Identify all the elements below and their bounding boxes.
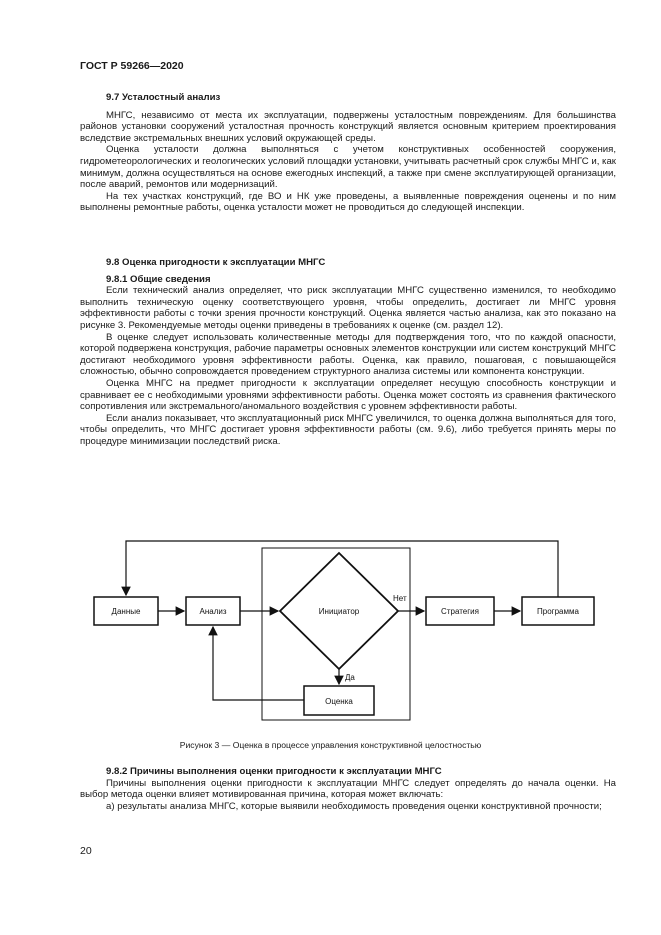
analysis-label: Анализ — [199, 607, 227, 616]
subsection-heading: 9.8.2 Причины выполнения оценки пригодности к эксплуатации МНГС — [106, 766, 442, 777]
document-header: ГОСТ Р 59266—2020 — [80, 60, 184, 72]
data-label: Данные — [111, 607, 141, 616]
paragraph: Оценка МНГС на предмет пригодности к эксплуатации определяет несущую способность конструкции и сравнивает ее с необходимыми уровнями эффективности работы. Оценка может состоять из сравнения фактического сопротивления или экстремального/аномального воздействия с уровнем эффективности работы. — [80, 377, 616, 413]
figure-caption: Рисунок 3 — Оценка в процессе управления конструктивной целостностью — [179, 740, 482, 750]
page-number: 20 — [80, 845, 92, 857]
initiator-label: Инициатор — [318, 607, 360, 616]
paragraph: Если анализ показывает, что эксплуатационный риск МНГС увеличился, то оценка должна выполняться для того, чтобы определить, что МНГС достигает уровня эффективности работы (см. 9.6), либо требуется принять меры по процедуре минимизации последствий риска. — [80, 412, 616, 447]
program-label: Программа — [537, 607, 579, 616]
list-item: а) результаты анализа МНГС, которые выявили необходимость проведения оценки конструктивной прочности; — [106, 800, 602, 812]
paragraph: На тех участках конструкций, где ВО и НК уже проведены, а выявленные повреждения оценены и по ним выполнены ремонтные работы, оценка усталости может не проводиться до следующей инспекции. — [80, 190, 616, 214]
section-heading: 9.8 Оценка пригодности к эксплуатации МНГС — [106, 257, 326, 268]
paragraph: Причины выполнения оценки пригодности к эксплуатации МНГС следует определять до начала оценки. На выбор метода оценки влияет мотивированная причина, которая может включать: — [80, 777, 616, 801]
section-heading: 9.7 Усталостный анализ — [106, 92, 221, 103]
arrow-assessment-analysis — [213, 627, 304, 700]
no-label: Нет — [393, 594, 407, 603]
section-9-8-2 — [80, 766, 616, 812]
paragraph: Оценка усталости должна выполняться с учетом конструктивных особенностей сооружения, гидрометеорологических и геологических условий площадки установки, учитывать расчетный срок службы МНГС и, как минимум, должна осуществляться на основе ежегодных инспекций, а также при смене эксплуатирующей организации, после аварий, ремонтов или модернизаций. — [80, 144, 616, 191]
assessment-label: Оценка — [325, 697, 353, 706]
subsection-heading: 9.8.1 Общие сведения — [106, 273, 211, 285]
yes-label: Да — [345, 673, 355, 682]
strategy-label: Стратегия — [441, 607, 479, 616]
paragraph: В оценке следует использовать количественные методы для подтверждения того, что по каждой опасности, которой подвержена конструкция, рабочие параметры основных элементов конструкции или систем конструкций МНГС достигают необходимого уровня эффективности работы. Оценка, как правило, пошаговая, с повышающейся сложностью, обычно сопровождается проведением структурного анализа системы или компонента конструкции. — [80, 331, 616, 378]
paragraph: МНГС, независимо от места их эксплуатации, подвержены усталостным повреждениям. Для большинства районов установки сооружений усталостная прочность конструкций является основным критерием проектирования вследствие экстремальных внешних условий окружающей среды. — [80, 109, 616, 144]
paragraph: Если технический анализ определяет, что риск эксплуатации МНГС существенно изменился, то необходимо выполнить техническую оценку соответствующего уровня, чтобы определить, достигает ли МНГС уровня эффективности работы с точки зрения прочности конструкций. Оценка является частью анализа, как это показано на рисунке 3. Рекомендуемые методы оценки приведены в требованиях к оценке (см. раздел 12). — [80, 285, 616, 331]
